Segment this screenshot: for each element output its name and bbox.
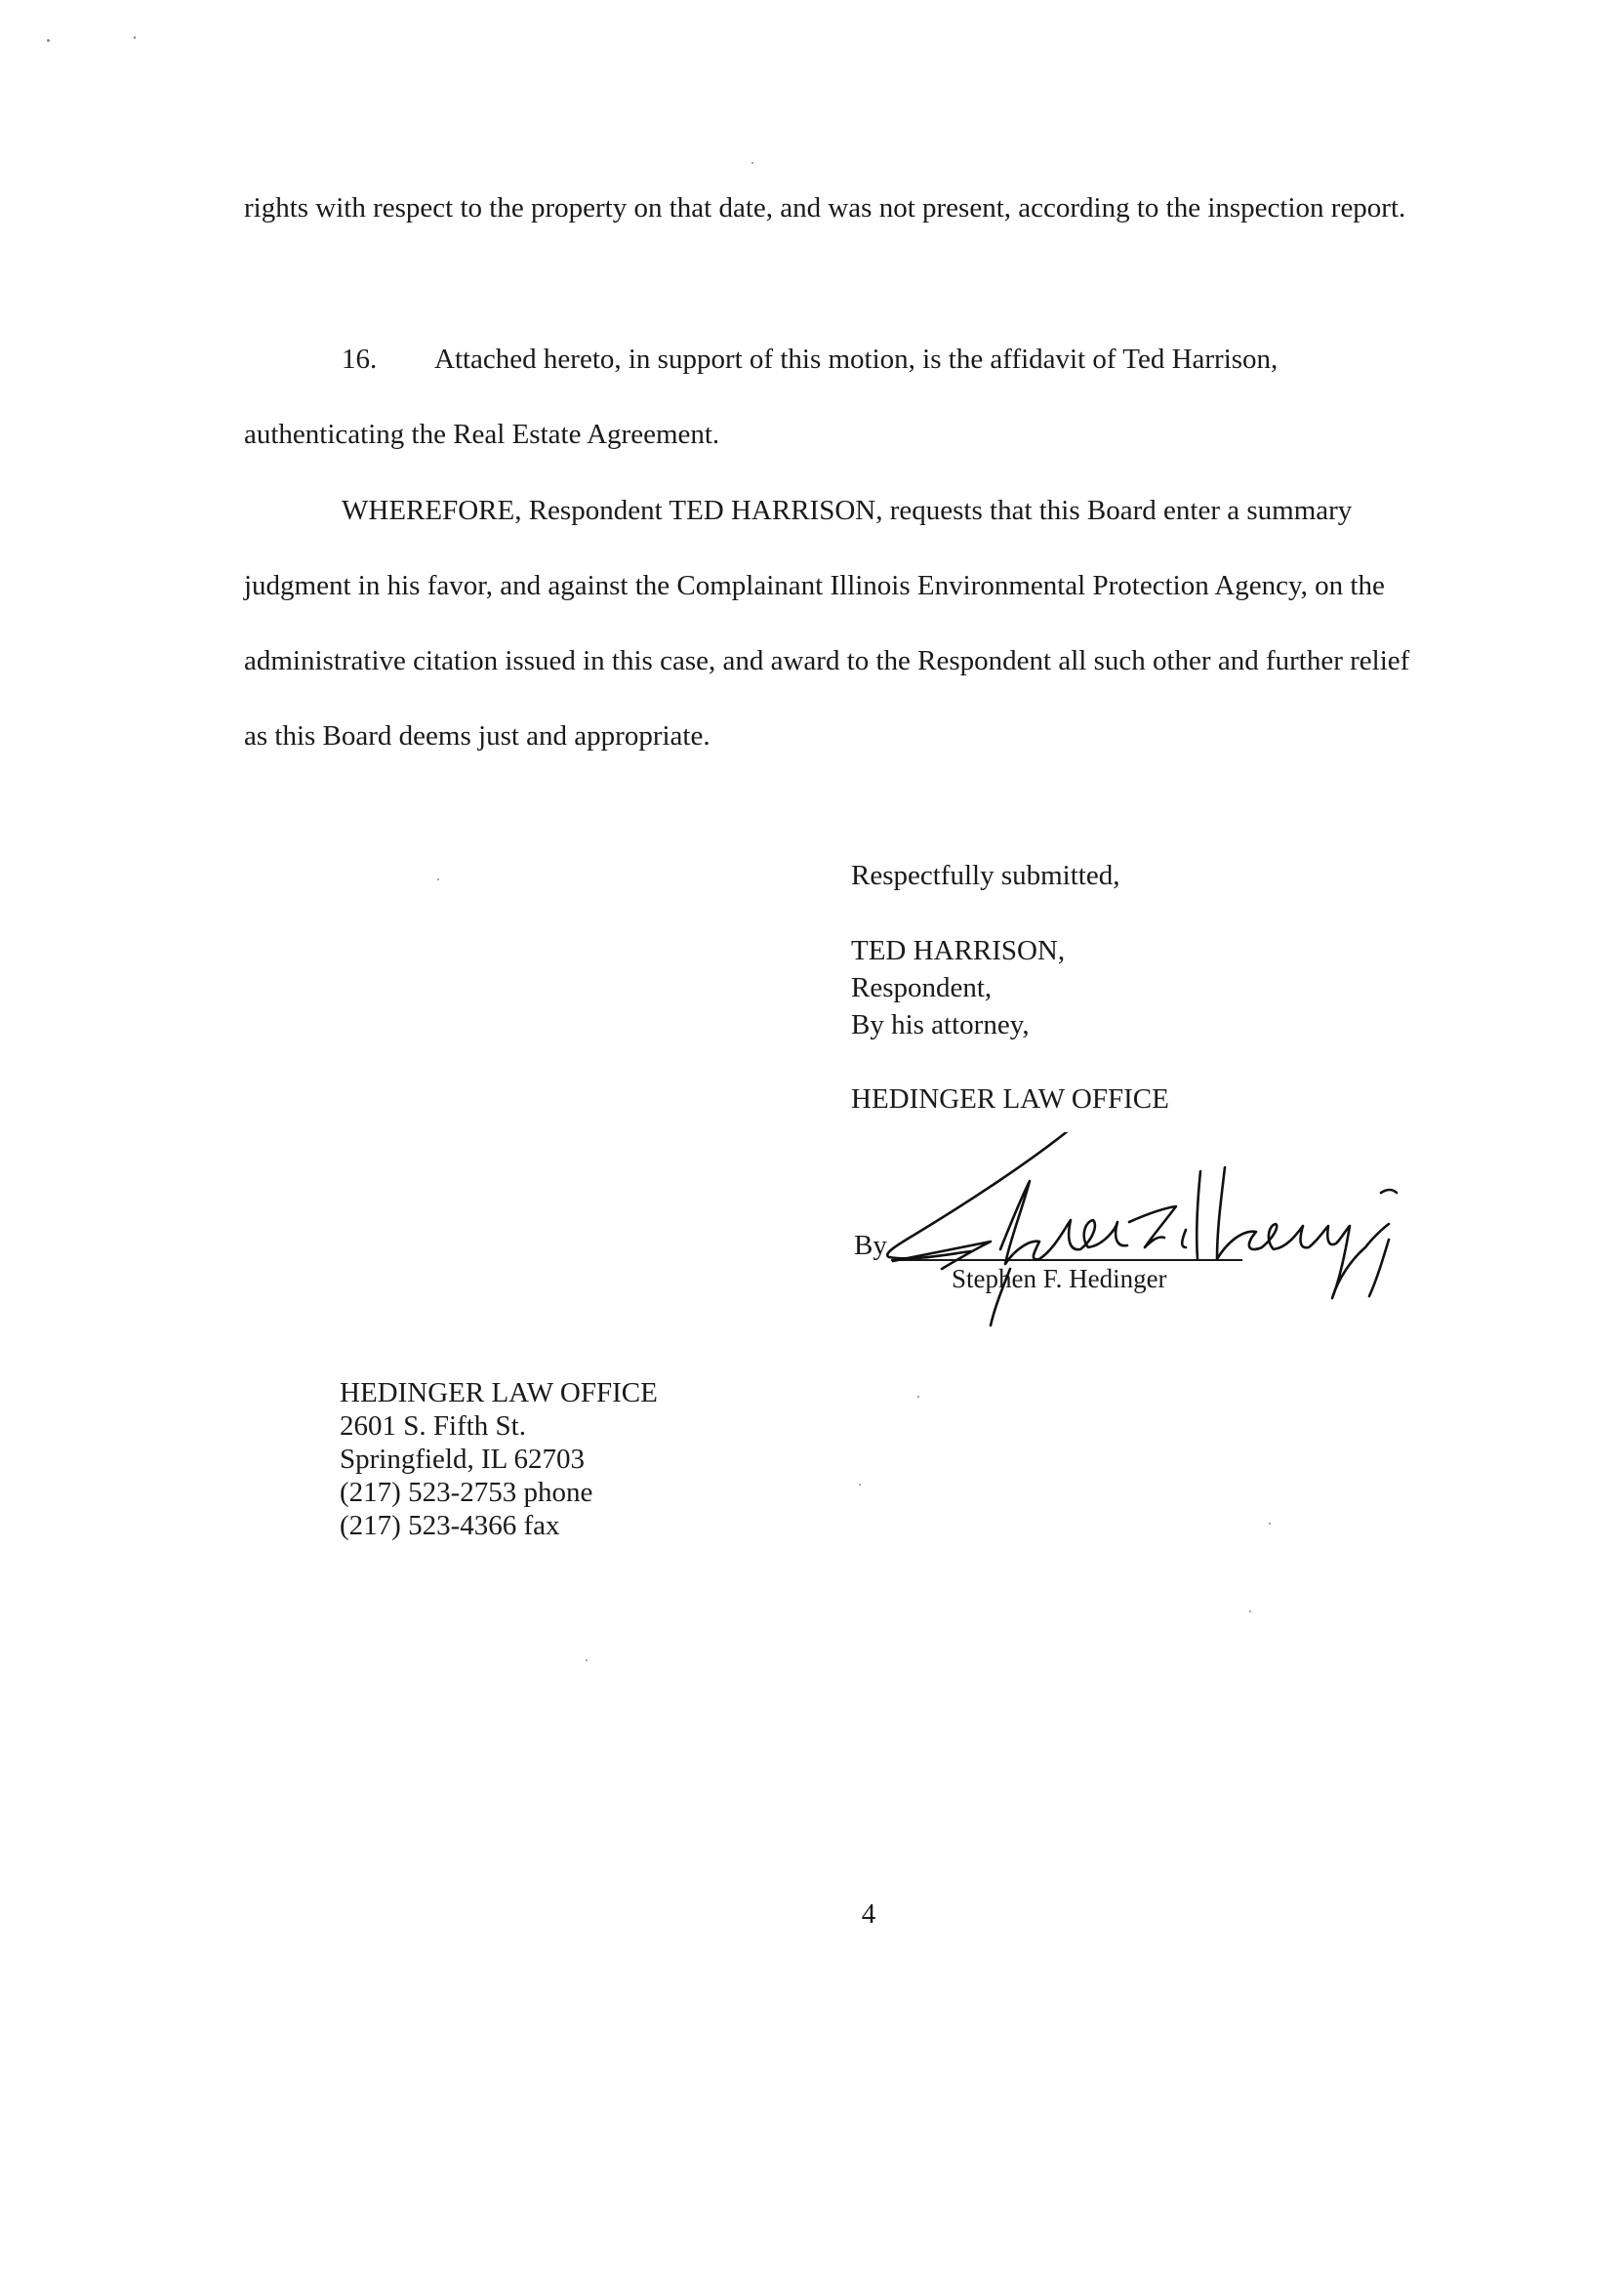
party-block	[851, 932, 1065, 1043]
address-firm: HEDINGER LAW OFFICE	[340, 1377, 658, 1408]
address-fax: (217) 523-4366 fax	[340, 1510, 560, 1541]
page-number: 4	[861, 1898, 876, 1930]
address-block	[340, 1376, 658, 1542]
signature-block	[854, 1132, 1440, 1327]
closing-salutation: Respectfully submitted,	[851, 860, 1120, 891]
scan-speck	[859, 1484, 861, 1486]
scan-speck	[1269, 1523, 1271, 1525]
scan-speck	[1249, 1610, 1251, 1612]
paragraph-continuation: rights with respect to the property on that date, and was not present, according to the inspection report.	[244, 192, 1406, 224]
paragraph-number: 16.	[342, 344, 378, 375]
scan-speck	[751, 162, 753, 164]
party-role: Respondent,	[851, 972, 993, 1003]
firm-name: HEDINGER LAW OFFICE	[851, 1083, 1169, 1115]
wherefore-paragraph: WHEREFORE, Respondent TED HARRISON, requests that this Board enter a summary judgment in his favor, and against the Complainant Illinois Environmental Protection Agency, on the administrative citation issued in this case, and award to the Respondent all such other and further relief as this Board deems just and appropriate.	[244, 495, 1410, 752]
scan-speck	[134, 36, 136, 39]
party-name: TED HARRISON,	[851, 935, 1066, 966]
scan-speck	[437, 878, 439, 880]
scan-speck	[917, 1396, 919, 1398]
handwritten-signature	[854, 1132, 1440, 1327]
party-attorney-line: By his attorney,	[851, 1009, 1030, 1040]
paragraph-16	[244, 322, 1415, 472]
address-street: 2601 S. Fifth St.	[340, 1410, 526, 1442]
scan-speck	[586, 1659, 588, 1661]
address-city: Springfield, IL 62703	[340, 1444, 586, 1475]
scan-speck	[47, 39, 50, 42]
signature-by-label: By	[854, 1230, 887, 1261]
address-phone: (217) 523-2753 phone	[340, 1477, 593, 1508]
paragraph-16-text: Attached hereto, in support of this motion, is the affidavit of Ted Harrison, authenticating the Real Estate Agreement.	[244, 344, 1279, 450]
signer-name: Stephen F. Hedinger	[952, 1264, 1167, 1293]
